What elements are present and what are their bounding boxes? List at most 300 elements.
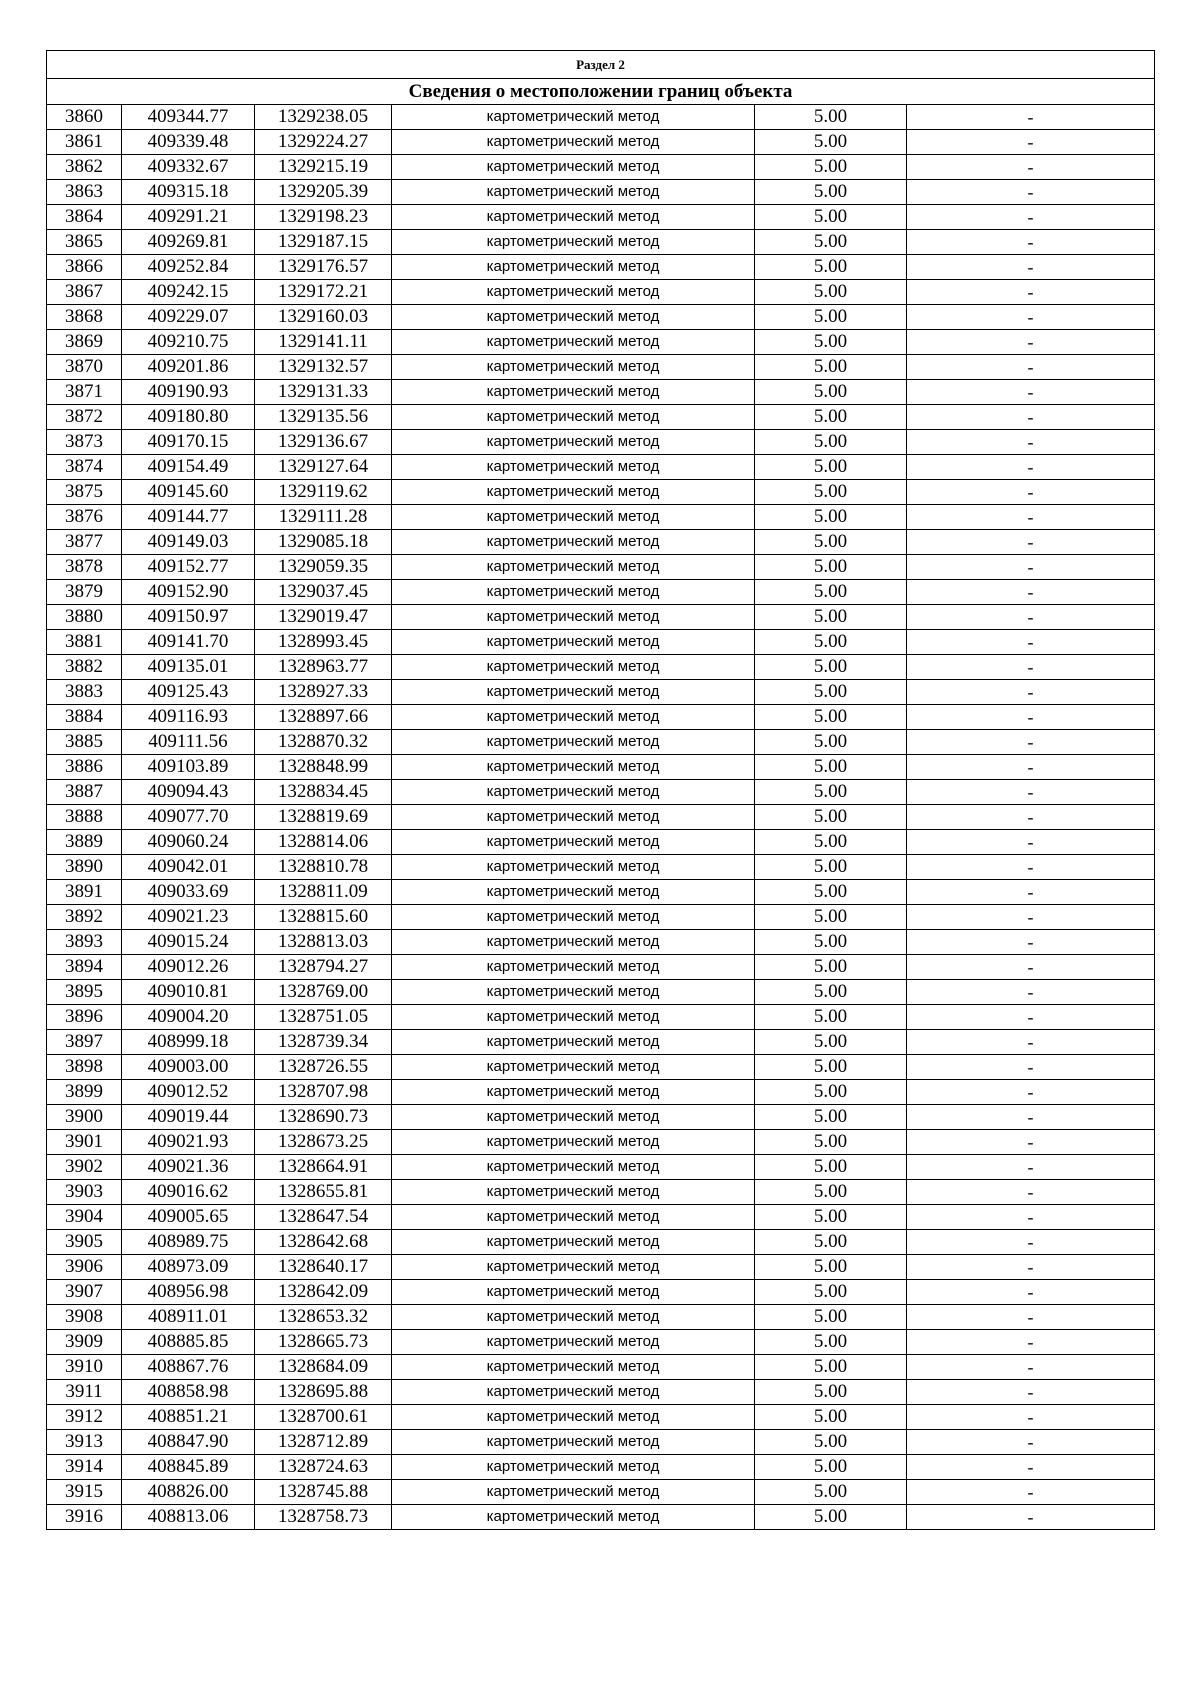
description-cell: -	[907, 1055, 1155, 1080]
coordinate-y-cell: 1328712.89	[255, 1430, 392, 1455]
method-cell: картометрический метод	[392, 280, 755, 305]
description-cell: -	[907, 780, 1155, 805]
method-cell: картометрический метод	[392, 1380, 755, 1405]
coordinate-x-cell: 408826.00	[122, 1480, 255, 1505]
accuracy-cell: 5.00	[755, 1380, 907, 1405]
point-number-cell: 3879	[47, 580, 122, 605]
coordinate-x-cell: 409180.80	[122, 405, 255, 430]
method-cell: картометрический метод	[392, 905, 755, 930]
accuracy-cell: 5.00	[755, 230, 907, 255]
coordinate-y-cell: 1329037.45	[255, 580, 392, 605]
point-number-cell: 3872	[47, 405, 122, 430]
table-row	[47, 830, 1155, 855]
coordinate-y-cell: 1328870.32	[255, 730, 392, 755]
coordinate-x-cell: 409005.65	[122, 1205, 255, 1230]
coordinate-x-cell: 409170.15	[122, 430, 255, 455]
accuracy-cell: 5.00	[755, 730, 907, 755]
table-row	[47, 305, 1155, 330]
accuracy-cell: 5.00	[755, 205, 907, 230]
description-cell: -	[907, 105, 1155, 130]
description-cell: -	[907, 430, 1155, 455]
description-cell: -	[907, 305, 1155, 330]
coordinate-y-cell: 1328811.09	[255, 880, 392, 905]
description-cell: -	[907, 1080, 1155, 1105]
coordinate-y-cell: 1329172.21	[255, 280, 392, 305]
coordinate-x-cell: 409315.18	[122, 180, 255, 205]
point-number-cell: 3895	[47, 980, 122, 1005]
coordinate-y-cell: 1328758.73	[255, 1505, 392, 1530]
method-cell: картометрический метод	[392, 855, 755, 880]
point-number-cell: 3900	[47, 1105, 122, 1130]
accuracy-cell: 5.00	[755, 705, 907, 730]
accuracy-cell: 5.00	[755, 105, 907, 130]
accuracy-cell: 5.00	[755, 305, 907, 330]
method-cell: картометрический метод	[392, 130, 755, 155]
coordinate-x-cell: 409152.77	[122, 555, 255, 580]
accuracy-cell: 5.00	[755, 180, 907, 205]
method-cell: картометрический метод	[392, 430, 755, 455]
section-header-row	[47, 51, 1155, 79]
coordinate-y-cell: 1328813.03	[255, 930, 392, 955]
description-cell: -	[907, 480, 1155, 505]
table-row	[47, 255, 1155, 280]
method-cell: картометрический метод	[392, 180, 755, 205]
description-cell: -	[907, 1180, 1155, 1205]
method-cell: картометрический метод	[392, 1480, 755, 1505]
description-cell: -	[907, 1155, 1155, 1180]
table-row	[47, 405, 1155, 430]
coordinate-y-cell: 1328700.61	[255, 1405, 392, 1430]
description-cell: -	[907, 1405, 1155, 1430]
coordinate-y-cell: 1329059.35	[255, 555, 392, 580]
method-cell: картометрический метод	[392, 555, 755, 580]
table-row	[47, 105, 1155, 130]
method-cell: картометрический метод	[392, 955, 755, 980]
point-number-cell: 3869	[47, 330, 122, 355]
coordinate-x-cell: 409149.03	[122, 530, 255, 555]
point-number-cell: 3889	[47, 830, 122, 855]
coordinate-y-cell: 1328664.91	[255, 1155, 392, 1180]
method-cell: картометрический метод	[392, 1205, 755, 1230]
method-cell: картометрический метод	[392, 580, 755, 605]
coordinate-y-cell: 1329141.11	[255, 330, 392, 355]
method-cell: картометрический метод	[392, 930, 755, 955]
description-cell: -	[907, 1105, 1155, 1130]
accuracy-cell: 5.00	[755, 955, 907, 980]
coordinate-x-cell: 409060.24	[122, 830, 255, 855]
point-number-cell: 3899	[47, 1080, 122, 1105]
coordinate-x-cell: 409033.69	[122, 880, 255, 905]
table-row	[47, 455, 1155, 480]
coordinate-x-cell: 409094.43	[122, 780, 255, 805]
coordinate-y-cell: 1328655.81	[255, 1180, 392, 1205]
point-number-cell: 3884	[47, 705, 122, 730]
coordinate-x-cell: 409190.93	[122, 380, 255, 405]
coordinate-x-cell: 409019.44	[122, 1105, 255, 1130]
table-row	[47, 505, 1155, 530]
point-number-cell: 3893	[47, 930, 122, 955]
accuracy-cell: 5.00	[755, 680, 907, 705]
table-row	[47, 380, 1155, 405]
accuracy-cell: 5.00	[755, 1505, 907, 1530]
table-row	[47, 1480, 1155, 1505]
description-cell: -	[907, 1330, 1155, 1355]
point-number-cell: 3902	[47, 1155, 122, 1180]
coordinate-y-cell: 1328751.05	[255, 1005, 392, 1030]
coordinate-x-cell: 408858.98	[122, 1380, 255, 1405]
coordinate-y-cell: 1329176.57	[255, 255, 392, 280]
coordinate-x-cell: 409135.01	[122, 655, 255, 680]
coordinate-x-cell: 409332.67	[122, 155, 255, 180]
description-cell: -	[907, 655, 1155, 680]
coordinate-y-cell: 1328739.34	[255, 1030, 392, 1055]
point-number-cell: 3896	[47, 1005, 122, 1030]
method-cell: картометрический метод	[392, 255, 755, 280]
coordinate-y-cell: 1329111.28	[255, 505, 392, 530]
point-number-cell: 3877	[47, 530, 122, 555]
description-cell: -	[907, 1305, 1155, 1330]
coordinate-x-cell: 408885.85	[122, 1330, 255, 1355]
accuracy-cell: 5.00	[755, 605, 907, 630]
coordinate-x-cell: 409201.86	[122, 355, 255, 380]
accuracy-cell: 5.00	[755, 1155, 907, 1180]
method-cell: картометрический метод	[392, 1105, 755, 1130]
table-row	[47, 1255, 1155, 1280]
description-cell: -	[907, 205, 1155, 230]
coordinate-x-cell: 408989.75	[122, 1230, 255, 1255]
point-number-cell: 3912	[47, 1405, 122, 1430]
description-cell: -	[907, 1455, 1155, 1480]
coordinate-x-cell: 409154.49	[122, 455, 255, 480]
accuracy-cell: 5.00	[755, 1030, 907, 1055]
coordinate-x-cell: 409077.70	[122, 805, 255, 830]
coordinate-y-cell: 1329187.15	[255, 230, 392, 255]
accuracy-cell: 5.00	[755, 1455, 907, 1480]
description-cell: -	[907, 1230, 1155, 1255]
point-number-cell: 3903	[47, 1180, 122, 1205]
point-number-cell: 3871	[47, 380, 122, 405]
coordinate-x-cell: 409242.15	[122, 280, 255, 305]
description-cell: -	[907, 1480, 1155, 1505]
description-cell: -	[907, 280, 1155, 305]
table-row	[47, 480, 1155, 505]
method-cell: картометрический метод	[392, 105, 755, 130]
coordinate-y-cell: 1329119.62	[255, 480, 392, 505]
point-number-cell: 3881	[47, 630, 122, 655]
table-row	[47, 280, 1155, 305]
point-number-cell: 3892	[47, 905, 122, 930]
coordinate-y-cell: 1328684.09	[255, 1355, 392, 1380]
coordinate-y-cell: 1328815.60	[255, 905, 392, 930]
coordinate-x-cell: 409291.21	[122, 205, 255, 230]
table-row	[47, 1380, 1155, 1405]
coordinate-x-cell: 408911.01	[122, 1305, 255, 1330]
coordinate-x-cell: 409125.43	[122, 680, 255, 705]
table-row	[47, 530, 1155, 555]
accuracy-cell: 5.00	[755, 1130, 907, 1155]
description-cell: -	[907, 1505, 1155, 1530]
coordinate-y-cell: 1328810.78	[255, 855, 392, 880]
coordinate-y-cell: 1328993.45	[255, 630, 392, 655]
table-row	[47, 1280, 1155, 1305]
accuracy-cell: 5.00	[755, 480, 907, 505]
table-row	[47, 705, 1155, 730]
description-cell: -	[907, 855, 1155, 880]
method-cell: картометрический метод	[392, 1080, 755, 1105]
method-cell: картометрический метод	[392, 380, 755, 405]
point-number-cell: 3864	[47, 205, 122, 230]
accuracy-cell: 5.00	[755, 830, 907, 855]
description-cell: -	[907, 255, 1155, 280]
coordinate-y-cell: 1329019.47	[255, 605, 392, 630]
description-cell: -	[907, 230, 1155, 255]
accuracy-cell: 5.00	[755, 1330, 907, 1355]
coordinate-y-cell: 1329160.03	[255, 305, 392, 330]
accuracy-cell: 5.00	[755, 255, 907, 280]
method-cell: картометрический метод	[392, 1355, 755, 1380]
accuracy-cell: 5.00	[755, 355, 907, 380]
table-row	[47, 1505, 1155, 1530]
accuracy-cell: 5.00	[755, 155, 907, 180]
method-cell: картометрический метод	[392, 530, 755, 555]
table-row	[47, 1355, 1155, 1380]
coordinate-y-cell: 1328819.69	[255, 805, 392, 830]
method-cell: картометрический метод	[392, 1005, 755, 1030]
method-cell: картометрический метод	[392, 1130, 755, 1155]
description-cell: -	[907, 1030, 1155, 1055]
accuracy-cell: 5.00	[755, 1280, 907, 1305]
method-cell: картометрический метод	[392, 480, 755, 505]
coordinate-x-cell: 408973.09	[122, 1255, 255, 1280]
method-cell: картометрический метод	[392, 1280, 755, 1305]
point-number-cell: 3910	[47, 1355, 122, 1380]
point-number-cell: 3898	[47, 1055, 122, 1080]
table-row	[47, 155, 1155, 180]
table-row	[47, 1005, 1155, 1030]
table-row	[47, 1230, 1155, 1255]
point-number-cell: 3906	[47, 1255, 122, 1280]
method-cell: картометрический метод	[392, 1155, 755, 1180]
coordinate-x-cell: 409010.81	[122, 980, 255, 1005]
method-cell: картометрический метод	[392, 1405, 755, 1430]
point-number-cell: 3911	[47, 1380, 122, 1405]
method-cell: картометрический метод	[392, 230, 755, 255]
point-number-cell: 3878	[47, 555, 122, 580]
table-title-row	[47, 79, 1155, 105]
description-cell: -	[907, 630, 1155, 655]
point-number-cell: 3905	[47, 1230, 122, 1255]
accuracy-cell: 5.00	[755, 630, 907, 655]
description-cell: -	[907, 755, 1155, 780]
coordinate-y-cell: 1328653.32	[255, 1305, 392, 1330]
point-number-cell: 3882	[47, 655, 122, 680]
method-cell: картометрический метод	[392, 730, 755, 755]
method-cell: картометрический метод	[392, 1430, 755, 1455]
coordinate-x-cell: 409144.77	[122, 505, 255, 530]
table-row	[47, 1455, 1155, 1480]
coordinate-x-cell: 409021.36	[122, 1155, 255, 1180]
description-cell: -	[907, 130, 1155, 155]
coordinate-y-cell: 1328642.09	[255, 1280, 392, 1305]
coordinate-x-cell: 408956.98	[122, 1280, 255, 1305]
point-number-cell: 3866	[47, 255, 122, 280]
table-row	[47, 230, 1155, 255]
table-title: Сведения о местоположении границ объекта	[47, 79, 1155, 105]
table-row	[47, 855, 1155, 880]
coordinate-y-cell: 1329131.33	[255, 380, 392, 405]
table-row	[47, 805, 1155, 830]
coordinate-y-cell: 1328690.73	[255, 1105, 392, 1130]
coordinate-y-cell: 1328673.25	[255, 1130, 392, 1155]
point-number-cell: 3873	[47, 430, 122, 455]
point-number-cell: 3890	[47, 855, 122, 880]
point-number-cell: 3870	[47, 355, 122, 380]
accuracy-cell: 5.00	[755, 1305, 907, 1330]
table-row	[47, 930, 1155, 955]
accuracy-cell: 5.00	[755, 1180, 907, 1205]
accuracy-cell: 5.00	[755, 330, 907, 355]
description-cell: -	[907, 555, 1155, 580]
table-row	[47, 630, 1155, 655]
table-row	[47, 205, 1155, 230]
accuracy-cell: 5.00	[755, 1055, 907, 1080]
coordinate-x-cell: 409021.23	[122, 905, 255, 930]
description-cell: -	[907, 330, 1155, 355]
description-cell: -	[907, 980, 1155, 1005]
table-row	[47, 1180, 1155, 1205]
method-cell: картометрический метод	[392, 980, 755, 1005]
coordinate-y-cell: 1328642.68	[255, 1230, 392, 1255]
method-cell: картометрический метод	[392, 655, 755, 680]
point-number-cell: 3860	[47, 105, 122, 130]
coordinate-y-cell: 1329127.64	[255, 455, 392, 480]
accuracy-cell: 5.00	[755, 1430, 907, 1455]
coordinate-x-cell: 409152.90	[122, 580, 255, 605]
accuracy-cell: 5.00	[755, 1480, 907, 1505]
accuracy-cell: 5.00	[755, 580, 907, 605]
method-cell: картометрический метод	[392, 805, 755, 830]
method-cell: картометрический метод	[392, 680, 755, 705]
table-row	[47, 1055, 1155, 1080]
coordinate-y-cell: 1329136.67	[255, 430, 392, 455]
table-row	[47, 1080, 1155, 1105]
description-cell: -	[907, 605, 1155, 630]
coordinate-x-cell: 409141.70	[122, 630, 255, 655]
coordinate-x-cell: 409004.20	[122, 1005, 255, 1030]
method-cell: картометрический метод	[392, 1505, 755, 1530]
coordinate-y-cell: 1328963.77	[255, 655, 392, 680]
table-row	[47, 1205, 1155, 1230]
accuracy-cell: 5.00	[755, 455, 907, 480]
coordinate-y-cell: 1329085.18	[255, 530, 392, 555]
method-cell: картометрический метод	[392, 830, 755, 855]
coordinate-x-cell: 408851.21	[122, 1405, 255, 1430]
coordinate-x-cell: 409103.89	[122, 755, 255, 780]
point-number-cell: 3915	[47, 1480, 122, 1505]
coordinate-x-cell: 409021.93	[122, 1130, 255, 1155]
accuracy-cell: 5.00	[755, 755, 907, 780]
coordinate-y-cell: 1328848.99	[255, 755, 392, 780]
accuracy-cell: 5.00	[755, 380, 907, 405]
description-cell: -	[907, 530, 1155, 555]
table-row	[47, 905, 1155, 930]
table-row	[47, 780, 1155, 805]
coordinate-x-cell: 409003.00	[122, 1055, 255, 1080]
method-cell: картометрический метод	[392, 155, 755, 180]
coordinate-y-cell: 1328640.17	[255, 1255, 392, 1280]
coordinate-x-cell: 409042.01	[122, 855, 255, 880]
coordinate-x-cell: 409269.81	[122, 230, 255, 255]
method-cell: картометрический метод	[392, 1055, 755, 1080]
table-row	[47, 1330, 1155, 1355]
table-row	[47, 430, 1155, 455]
coordinate-y-cell: 1328897.66	[255, 705, 392, 730]
table-row	[47, 1130, 1155, 1155]
coordinate-x-cell: 409012.26	[122, 955, 255, 980]
point-number-cell: 3901	[47, 1130, 122, 1155]
description-cell: -	[907, 1280, 1155, 1305]
coordinate-x-cell: 408867.76	[122, 1355, 255, 1380]
point-number-cell: 3883	[47, 680, 122, 705]
coordinate-x-cell: 409252.84	[122, 255, 255, 280]
coordinate-y-cell: 1328695.88	[255, 1380, 392, 1405]
coordinate-x-cell: 408847.90	[122, 1430, 255, 1455]
method-cell: картометрический метод	[392, 755, 755, 780]
coordinate-y-cell: 1328927.33	[255, 680, 392, 705]
description-cell: -	[907, 705, 1155, 730]
accuracy-cell: 5.00	[755, 1105, 907, 1130]
point-number-cell: 3888	[47, 805, 122, 830]
section-label: Раздел 2	[47, 51, 1155, 79]
accuracy-cell: 5.00	[755, 555, 907, 580]
table-row	[47, 605, 1155, 630]
coordinate-y-cell: 1329198.23	[255, 205, 392, 230]
table-row	[47, 980, 1155, 1005]
accuracy-cell: 5.00	[755, 980, 907, 1005]
table-row	[47, 1155, 1155, 1180]
point-number-cell: 3861	[47, 130, 122, 155]
coordinate-x-cell: 409150.97	[122, 605, 255, 630]
table-row	[47, 1105, 1155, 1130]
method-cell: картометрический метод	[392, 205, 755, 230]
table-row	[47, 580, 1155, 605]
coordinate-y-cell: 1328814.06	[255, 830, 392, 855]
accuracy-cell: 5.00	[755, 130, 907, 155]
description-cell: -	[907, 1355, 1155, 1380]
point-number-cell: 3874	[47, 455, 122, 480]
point-number-cell: 3908	[47, 1305, 122, 1330]
accuracy-cell: 5.00	[755, 1005, 907, 1030]
point-number-cell: 3885	[47, 730, 122, 755]
point-number-cell: 3865	[47, 230, 122, 255]
accuracy-cell: 5.00	[755, 1355, 907, 1380]
coordinate-y-cell: 1328726.55	[255, 1055, 392, 1080]
point-number-cell: 3891	[47, 880, 122, 905]
coordinate-x-cell: 409339.48	[122, 130, 255, 155]
coordinate-x-cell: 409344.77	[122, 105, 255, 130]
accuracy-cell: 5.00	[755, 880, 907, 905]
point-number-cell: 3862	[47, 155, 122, 180]
table-row	[47, 1305, 1155, 1330]
description-cell: -	[907, 905, 1155, 930]
point-number-cell: 3868	[47, 305, 122, 330]
coordinate-x-cell: 409210.75	[122, 330, 255, 355]
table-row	[47, 1405, 1155, 1430]
description-cell: -	[907, 455, 1155, 480]
table-row	[47, 655, 1155, 680]
method-cell: картометрический метод	[392, 1180, 755, 1205]
method-cell: картометрический метод	[392, 705, 755, 730]
